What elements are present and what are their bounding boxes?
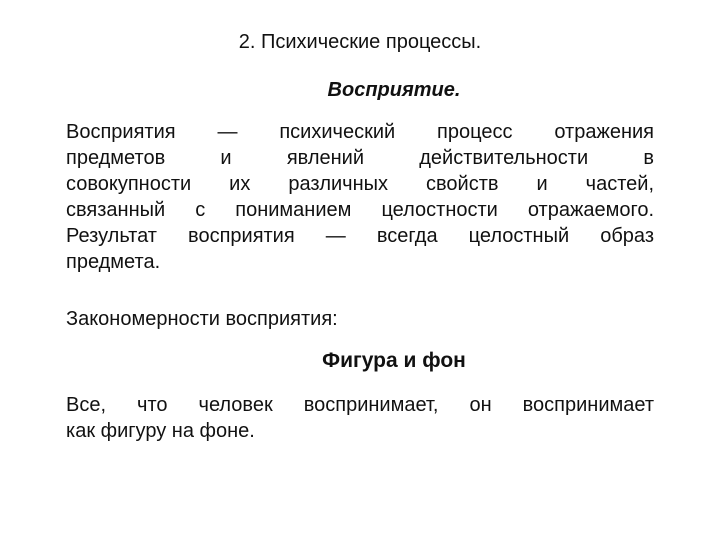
topic-title: Восприятие. (327, 79, 461, 101)
definition-line: связанный с пониманием целостности отражаемого. (66, 199, 654, 221)
definition-line: совокупности их различных свойств и частей, (66, 173, 654, 195)
definition-line: Восприятия — психический процесс отражения (66, 121, 654, 143)
definition-paragraph (66, 119, 654, 275)
definition-line: Результат восприятия — всегда целостный образ (66, 225, 654, 247)
definition-line: предметов и явлений действительности в (66, 147, 654, 169)
figure-ground-paragraph (66, 392, 654, 444)
regularities-label (66, 306, 654, 332)
section-title: 2. Психические процессы. (238, 31, 482, 53)
regularities-label-text: Закономерности восприятия: (66, 308, 338, 330)
subtopic-title: Фигура и фон (322, 349, 466, 372)
figure-ground-line: Все, что человек воспринимает, он воспринимает (66, 394, 654, 416)
figure-ground-line: как фигуру на фоне. (66, 420, 255, 442)
definition-line: предмета. (66, 251, 161, 273)
